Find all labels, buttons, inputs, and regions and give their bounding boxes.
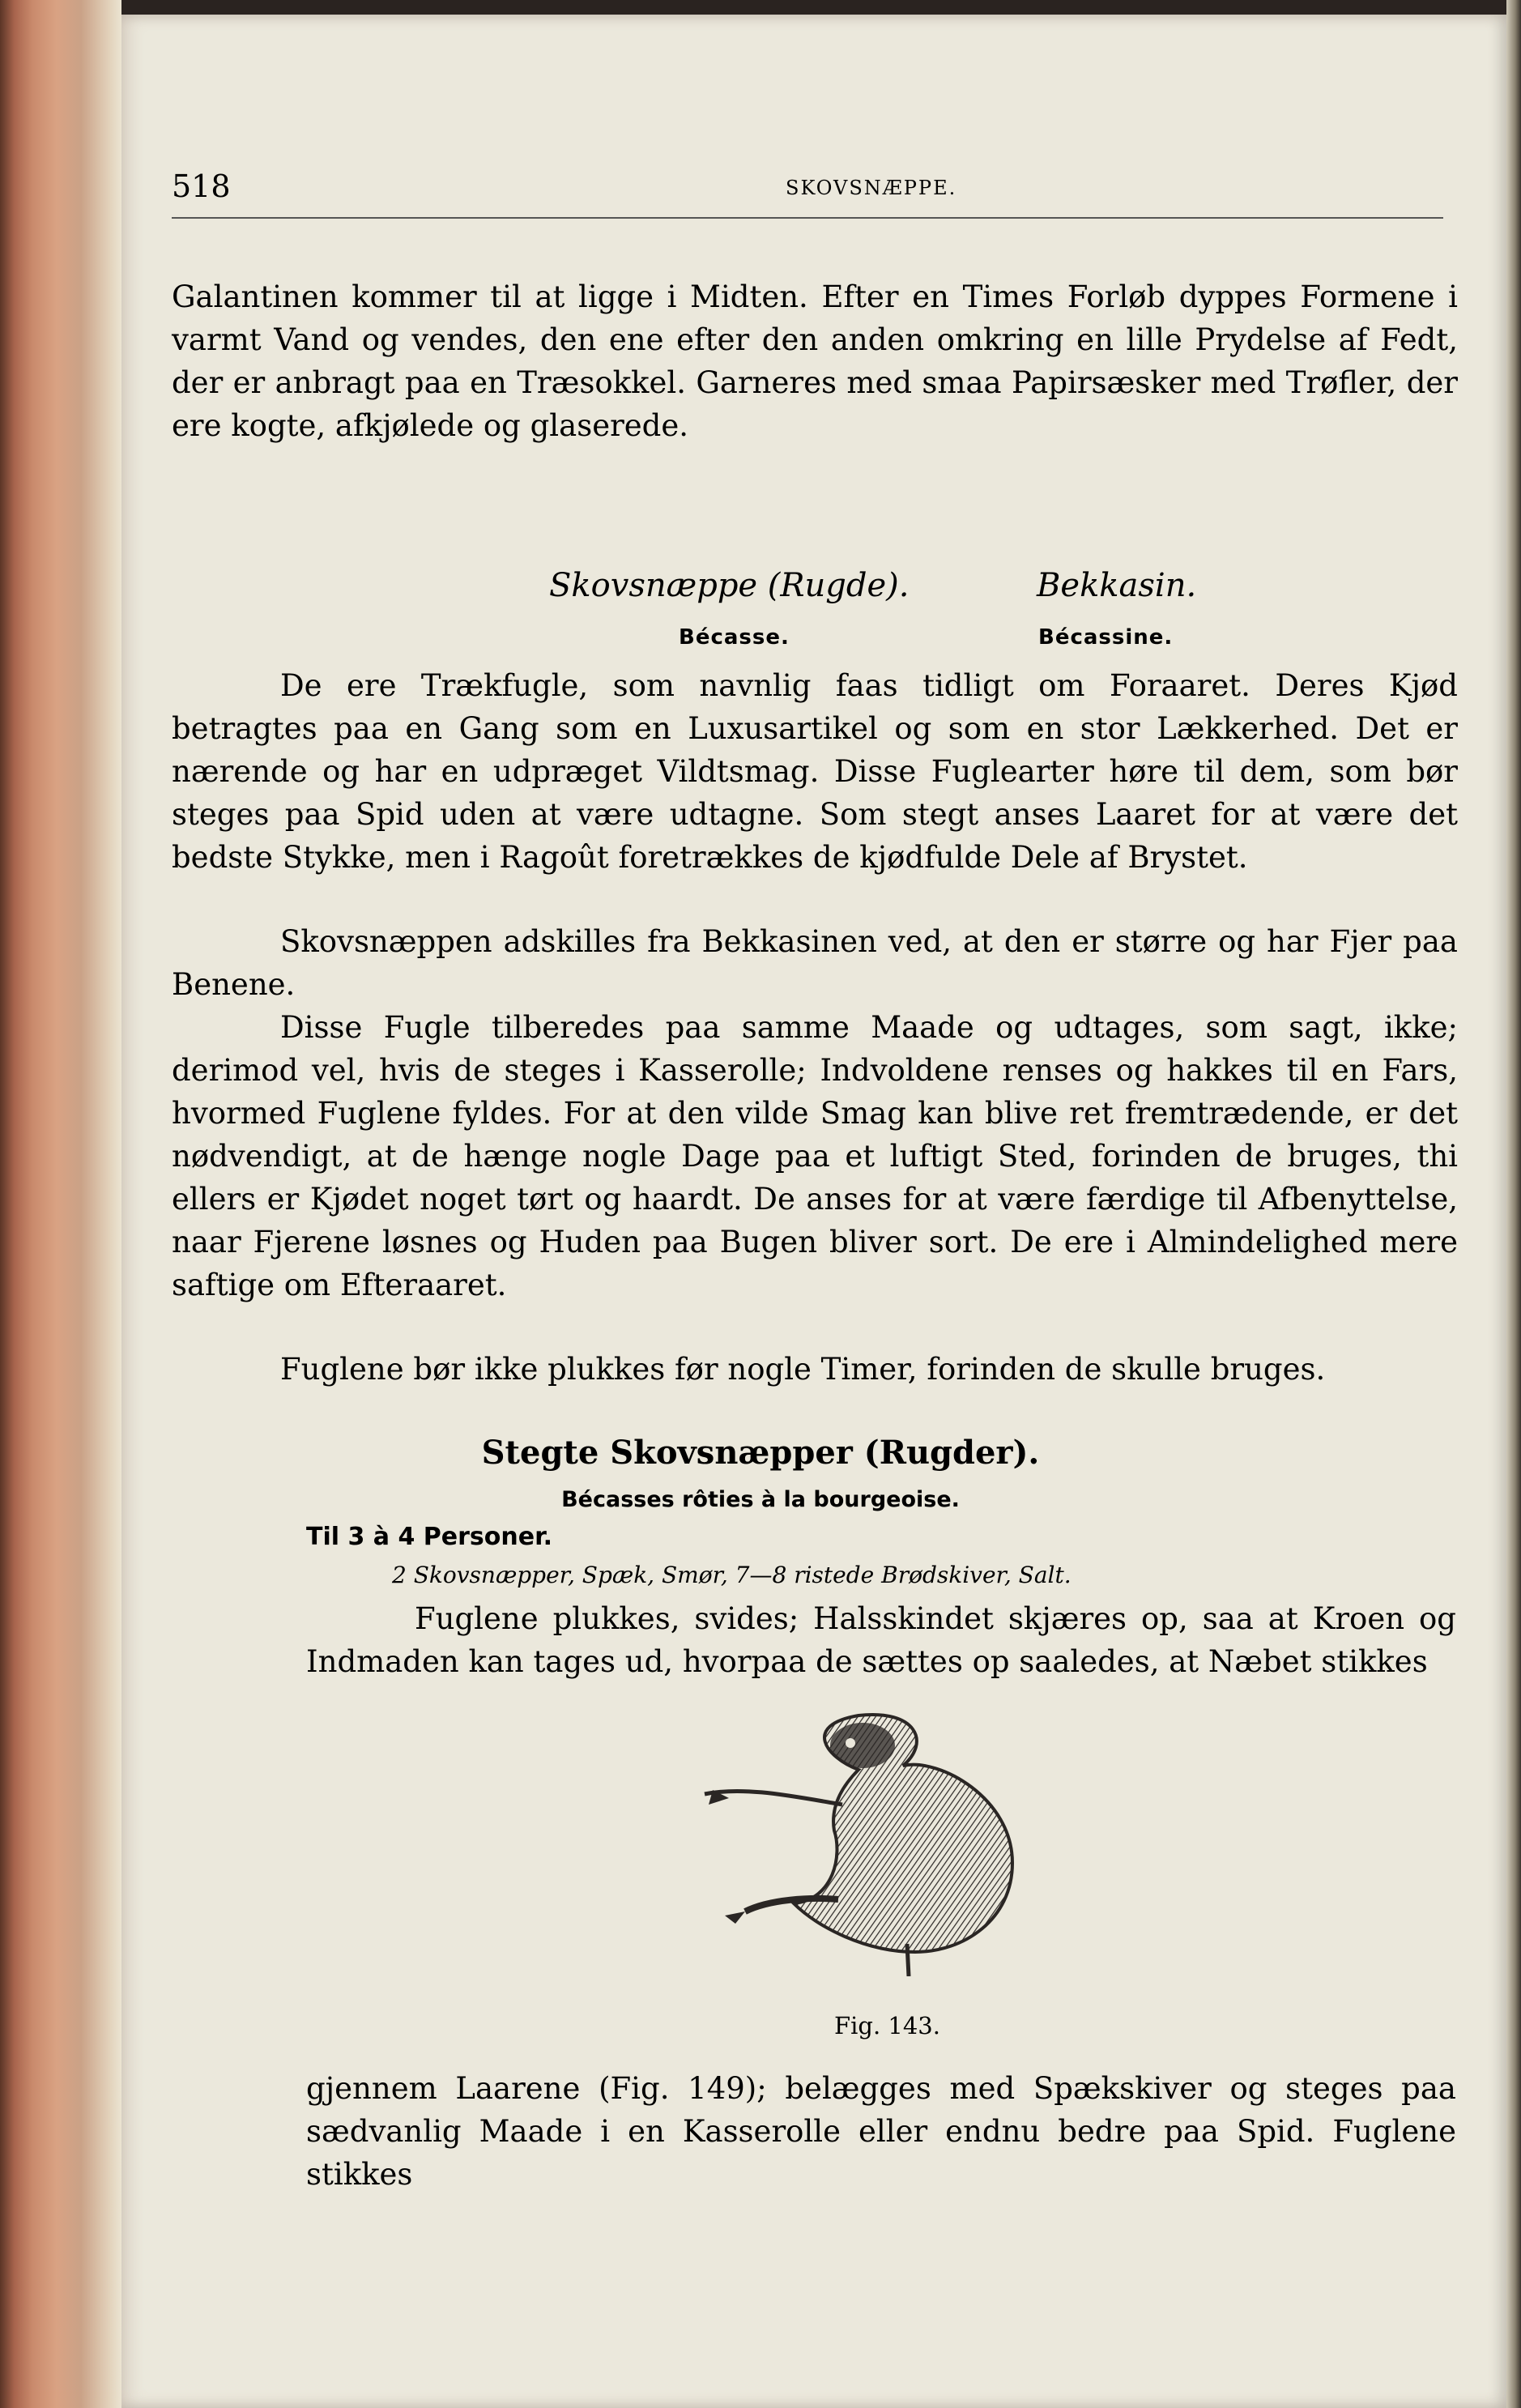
recipe-instruction-2: gjennem Laarene (Fig. 149); belægges med Spækskiver og steges paa sædvanlig Maade i en Kasserolle eller endnu bedre paa Spid. Fuglene stikkes: [306, 2071, 1456, 2192]
page-header: [172, 168, 1443, 219]
recipe-ingredients: 2 Skovsnæpper, Spæk, Smør, 7—8 ristede Brødskiver, Salt.: [392, 1562, 1072, 1588]
intro-paragraph: Galantinen kommer til at ligge i Midten. Efter en Times Forløb dyppes Formene i varmt Vand og vendes, den ene efter den anden omkring en lille Prydelse af Fedt, der er anbragt paa en Træsokkel. Garneres med smaa Papirsæsker med Trøfler, der ere kogte, afkjølede og glaserede.: [172, 279, 1458, 443]
paragraph-preparation: Disse Fugle tilberedes paa samme Maade og udtages, som sagt, ikke; derimod vel, hvis de steges i Kasserolle; Indvoldene renses og hakkes til en Fars, hvormed Fuglene fyldes. For at den vilde Smag kan blive ret fremtrædende, er det nødvendigt, at de hænge nogle Dage paa et luftigt Sted, forinden de bruges, thi ellers er Kjødet noget tørt og haardt. De anses for at være færdige til Afbenyttelse, naar Fjerene løsnes og Huden paa Bugen bliver sort. De ere i Almindelighed mere saftige om Efteraaret.: [172, 1010, 1458, 1302]
subheading-becassine: Bécassine.: [1038, 625, 1174, 650]
right-page-edge: [1506, 0, 1521, 2408]
figure-caption: Fig. 143.: [834, 2012, 940, 2039]
book-page-edges: [0, 0, 121, 2408]
heading-skovsnaeppe: Skovsnæppe (Rugde).: [549, 567, 910, 604]
recipe-servings: Til 3 à 4 Personer.: [306, 1523, 553, 1551]
paragraph-plucking: Fuglene bør ikke plukkes før nogle Timer, forinden de skulle bruges.: [280, 1352, 1326, 1387]
recipe-title: Stegte Skovsnæpper (Rugder).: [481, 1434, 1040, 1472]
heading-bekkasin: Bekkasin.: [1037, 567, 1197, 604]
recipe-subtitle: Bécasses rôties à la bourgeoise.: [561, 1487, 960, 1512]
trussed-bird-illustration: [697, 1709, 1085, 1976]
paragraph-intro-birds: De ere Trækfugle, som navnlig faas tidligt om Foraaret. Deres Kjød betragtes paa en Gang som en Luxusartikel og som en stor Lækkerhed. Det er nærende og har en udpræget Vildtsmag. Disse Fuglearter høre til dem, som bør steges paa Spid uden at være udtagne. Som stegt anses Laaret for at være det bedste Stykke, men i Ragoût foretrækkes de kjødfulde Dele af Brystet.: [172, 668, 1458, 875]
running-head: SKOVSNÆPPE.: [786, 177, 957, 199]
top-dark-strip: [0, 0, 1521, 15]
paragraph-distinction: Skovsnæppen adskilles fra Bekkasinen ved, at den er større og har Fjer paa Benene.: [172, 924, 1458, 1002]
recipe-instruction-1: Fuglene plukkes, svides; Halsskindet skjæres op, saa at Kroen og Indmaden kan tages ud, hvorpaa de sættes op saaledes, at Næbet stikkes: [306, 1601, 1456, 1679]
subheading-becasse: Bécasse.: [679, 625, 790, 650]
page-number: 518: [172, 168, 231, 204]
